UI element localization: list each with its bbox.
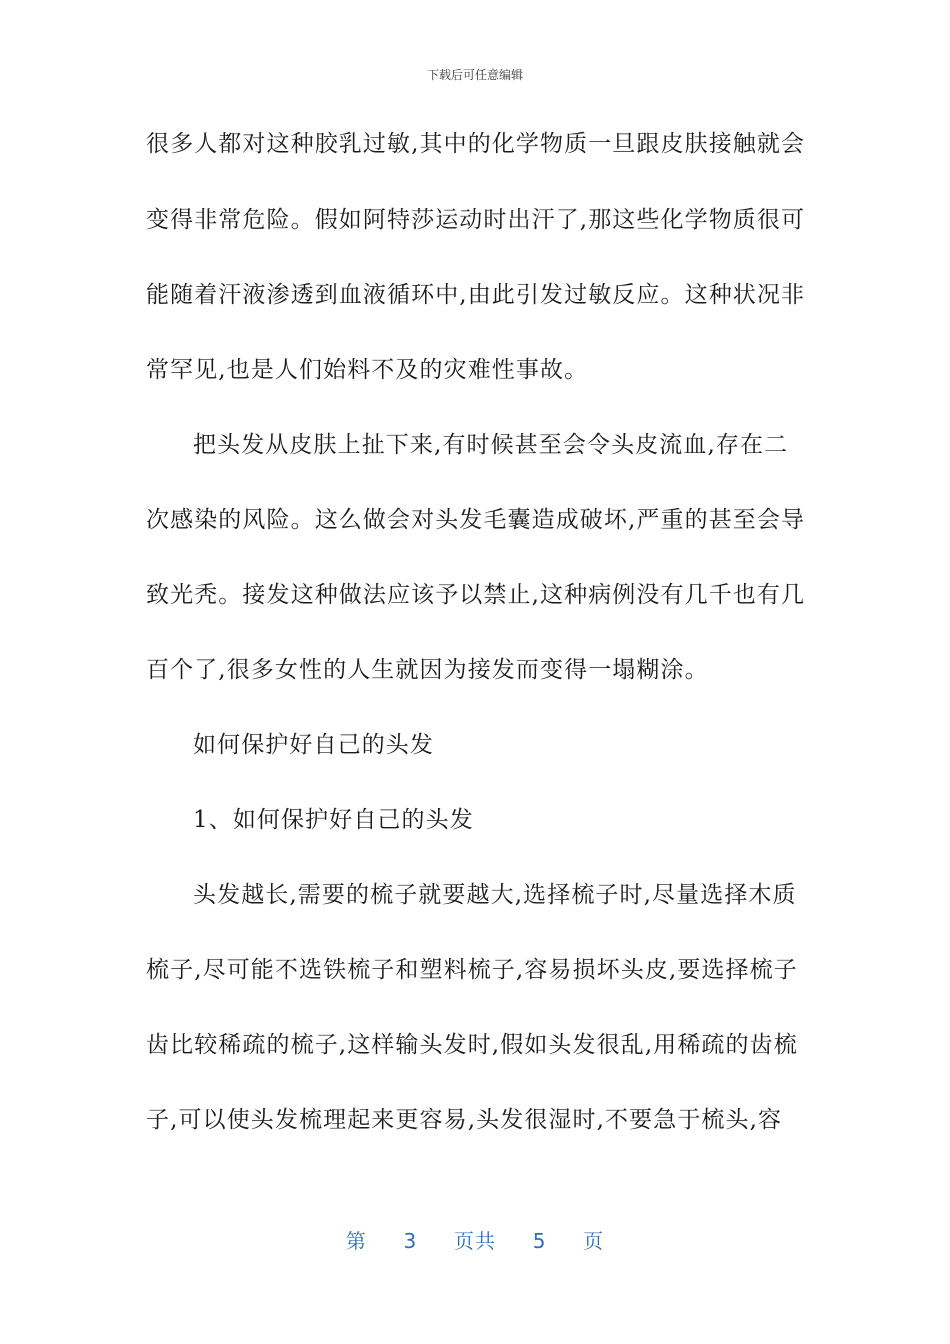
current-page-number: 3 — [403, 1229, 418, 1253]
body-line: 齿比较稀疏的梳子,这样输头发时,假如头发很乱,用稀疏的齿梳 — [146, 1032, 798, 1058]
footer-prefix: 第 — [345, 1229, 367, 1253]
body-line: 把头发从皮肤上扯下来,有时候甚至会令头皮流血,存在二 — [193, 432, 789, 458]
body-line: 头发越长,需要的梳子就要越大,选择梳子时,尽量选择木质 — [193, 882, 797, 908]
body-line: 子,可以使头发梳理起来更容易,头发很湿时,不要急于梳头,容 — [146, 1107, 783, 1133]
footer-middle: 页共 — [454, 1229, 496, 1253]
body-line: 能随着汗液渗透到血液循环中,由此引发过敏反应。这种状况非 — [146, 282, 806, 308]
total-pages-number: 5 — [532, 1229, 547, 1253]
body-line: 常罕见,也是人们始料不及的灾难性事故。 — [146, 357, 589, 383]
page-footer — [0, 1225, 950, 1254]
page-header: 下载后可任意编辑 — [426, 68, 523, 82]
body-line: 次感染的风险。这么做会对头发毛囊造成破坏,严重的甚至会导 — [146, 507, 806, 533]
body-line: 梳子,尽可能不选铁梳子和塑料梳子,容易损坏头皮,要选择梳子 — [146, 957, 798, 983]
footer-suffix: 页 — [583, 1229, 605, 1253]
body-line: 很多人都对这种胶乳过敏,其中的化学物质一旦跟皮肤接触就会 — [146, 131, 806, 157]
body-line: 变得非常危险。假如阿特莎运动时出汗了,那这些化学物质很可 — [146, 207, 806, 233]
section-heading: 如何保护好自己的头发 — [193, 732, 434, 758]
body-line: 致光秃。接发这种做法应该予以禁止,这种病例没有几千也有几 — [146, 582, 806, 608]
body-line: 百个了,很多女性的人生就因为接发而变得一塌糊涂。 — [146, 657, 709, 683]
subsection-heading: 1、如何保护好自己的头发 — [193, 807, 474, 833]
